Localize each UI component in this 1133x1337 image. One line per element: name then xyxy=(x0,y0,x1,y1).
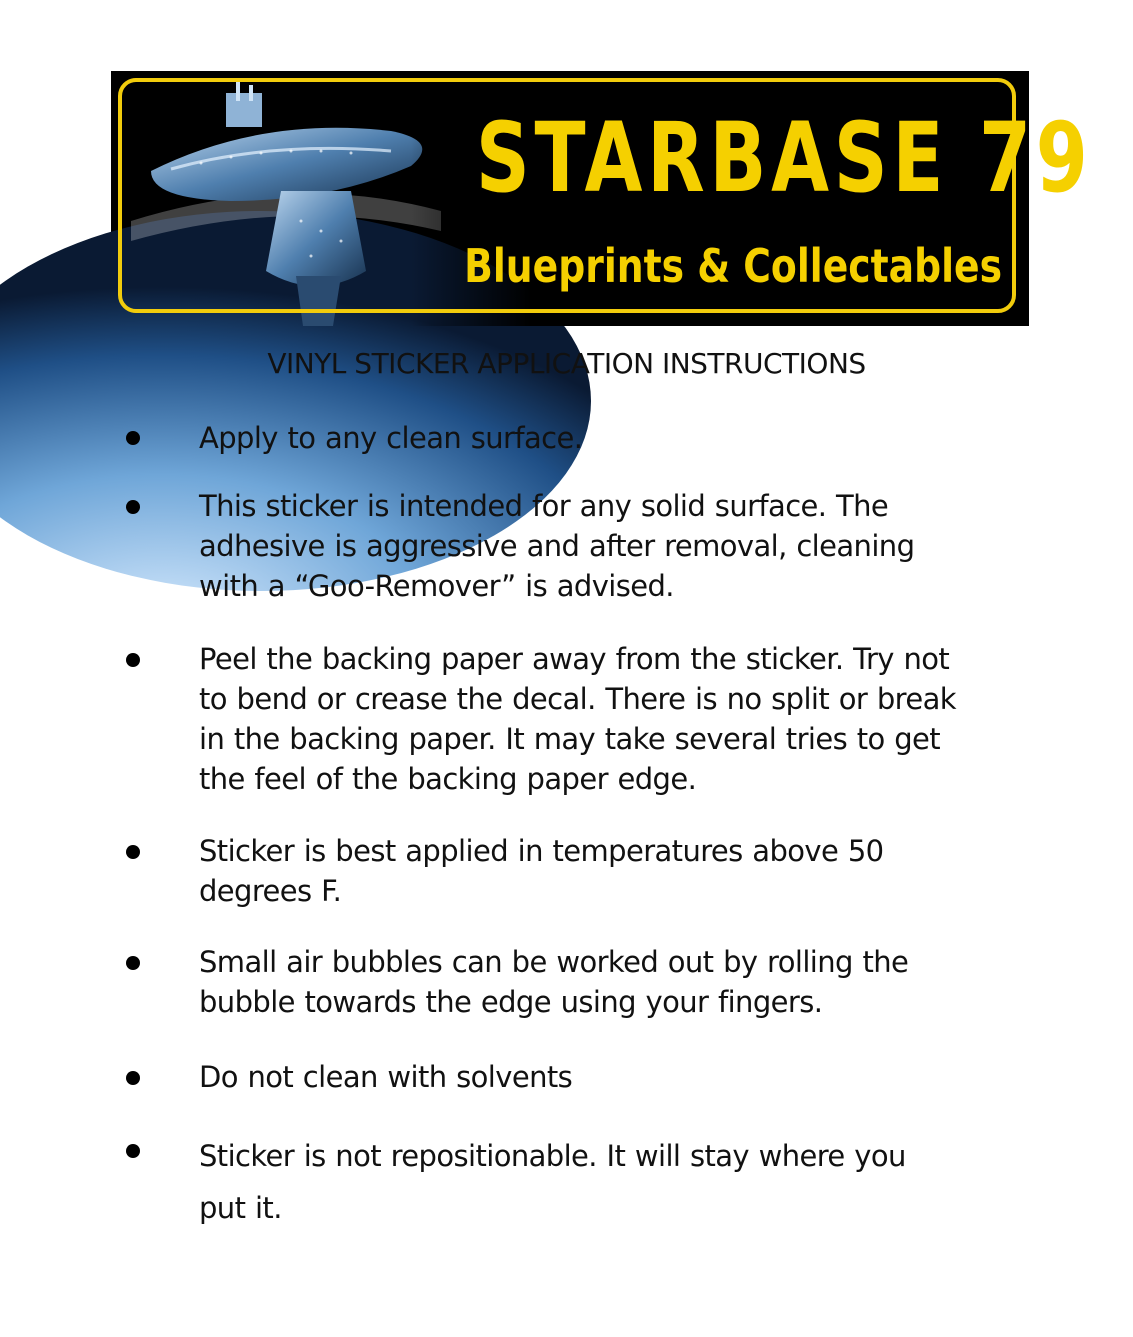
bullet-icon xyxy=(126,1144,140,1158)
instruction-line: Apply to any clean surface. xyxy=(199,421,583,455)
instruction-line: Small air bubbles can be worked out by rolling the xyxy=(199,945,909,979)
instruction-line: Sticker is best applied in temperatures above 50 xyxy=(199,834,884,868)
instruction-line: put it. xyxy=(199,1191,282,1225)
instruction-line: with a “Goo-Remover” is advised. xyxy=(199,569,674,603)
instruction-line: Sticker is not repositionable. It will stay where you xyxy=(199,1139,906,1173)
instruction-line: to bend or crease the decal. There is no split or break xyxy=(199,682,956,716)
instruction-text xyxy=(199,942,1029,1022)
instruction-line: the feel of the backing paper edge. xyxy=(199,762,697,796)
bullet-icon xyxy=(126,500,140,514)
instruction-text xyxy=(199,1130,1029,1234)
bullet-icon xyxy=(126,956,140,970)
instruction-line: bubble towards the edge using your fingers. xyxy=(199,985,823,1019)
instruction-line: degrees F. xyxy=(199,874,342,908)
instruction-text xyxy=(199,639,1029,799)
instruction-text xyxy=(199,418,1029,458)
instruction-line: Do not clean with solvents xyxy=(199,1060,573,1094)
bullet-icon xyxy=(126,845,140,859)
instruction-line: adhesive is aggressive and after removal, cleaning xyxy=(199,529,915,563)
brand-title: STARBASE 79 xyxy=(475,102,1093,214)
page-title: VINYL STICKER APPLICATION INSTRUCTIONS xyxy=(267,347,866,380)
instruction-line: This sticker is intended for any solid surface. The xyxy=(199,489,889,523)
bullet-icon xyxy=(126,431,140,445)
instruction-line: in the backing paper. It may take several tries to get xyxy=(199,722,941,756)
brand-subtitle: Blueprints & Collectables xyxy=(464,239,1003,293)
bullet-icon xyxy=(126,1071,140,1085)
instruction-line: Peel the backing paper away from the sticker. Try not xyxy=(199,642,950,676)
bullet-icon xyxy=(126,653,140,667)
banner xyxy=(111,71,1093,326)
instruction-text xyxy=(199,486,1029,606)
instruction-text xyxy=(199,831,1029,911)
instruction-text xyxy=(199,1057,1029,1097)
